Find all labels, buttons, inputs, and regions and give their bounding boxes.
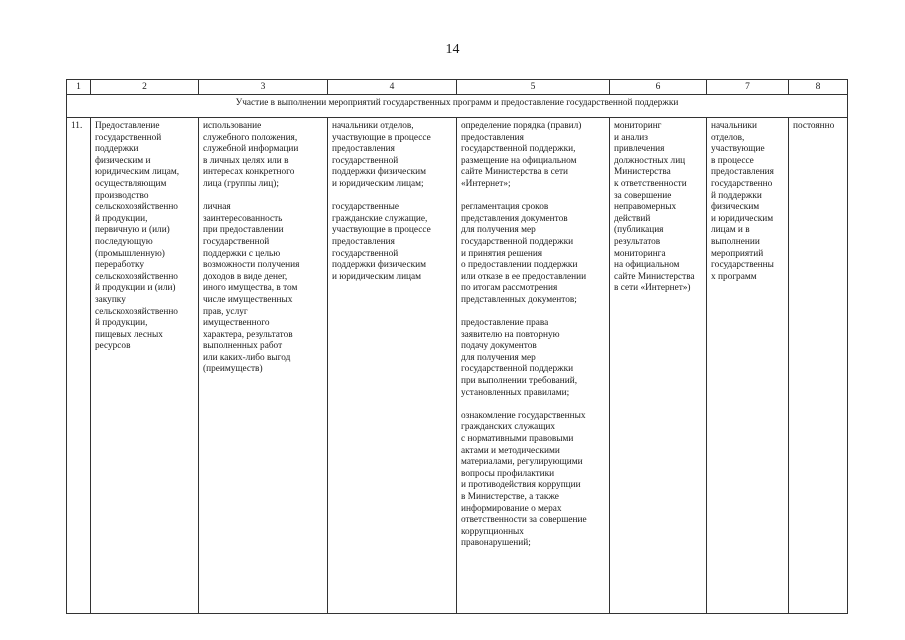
deadline-cell: постоянно <box>789 118 848 614</box>
positions-cell: начальники отделов, участвующие в процессе предоставления государственной поддержки физическим и юридическим лицам; государственные гражданские служащие, участвующие в процессе предоставления государственной поддержки физическим и юридическим лицам <box>328 118 457 614</box>
section-header-row <box>67 95 848 118</box>
section-title: Участие в выполнении мероприятий государственных программ и предоставление государственной поддержки <box>67 95 848 118</box>
column-number-7: 7 <box>707 80 789 95</box>
row-number: 11. <box>67 118 91 614</box>
table-row <box>67 118 848 614</box>
column-number-8: 8 <box>789 80 848 95</box>
column-number-6: 6 <box>610 80 707 95</box>
column-number-2: 2 <box>91 80 199 95</box>
risk-description-cell: использование служебного положения, служебной информации в личных целях или в интересах конкретного лица (группы лиц); личная заинтересованность при предоставлении государственной поддержки с целью возможности получения доходов в виде денег, иного имущества, в том числе имущественных прав, услуг имущественного характера, результатов выполненных работ или каких-либо выгод (преимуществ) <box>199 118 328 614</box>
column-number-3: 3 <box>199 80 328 95</box>
column-number-4: 4 <box>328 80 457 95</box>
page-number: 14 <box>445 42 460 57</box>
responsible-cell: начальники отделов, участвующие в процессе предоставления государственно й поддержки физическим и юридическим лицам и в выполнении мероприятий государственны х программ <box>707 118 789 614</box>
column-number-5: 5 <box>457 80 610 95</box>
measures-cell: определение порядка (правил) предоставления государственной поддержки, размещение на официальном сайте Министерства в сети «Интернет»; регламентация сроков представления документов для получения мер государственной поддержки и принятия решения о предоставлении поддержки или отказе в ее предоставлении по итогам рассмотрения представленных документов; предоставление права заявителю на повторную подачу документов для получения мер государственной поддержки при выполнении требований, установленных правилами; ознакомление государственных гражданских служащих с нормативными правовыми актами и методическими материалами, регулирующими вопросы профилактики и противодействия коррупции в Министерстве, а также информирование о мерах ответственности за совершение коррупционных правонарушений; <box>457 118 610 614</box>
monitoring-cell: мониторинг и анализ привлечения должностных лиц Министерства к ответственности за совершение неправомерных действий (публикация результатов мониторинга на официальном сайте Министерства в сети «Интернет») <box>610 118 707 614</box>
column-number-1: 1 <box>67 80 91 95</box>
corruption-risk-table <box>66 79 848 614</box>
column-number-row <box>67 80 848 95</box>
function-cell: Предоставление государственной поддержки физическим и юридическим лицам, осуществляющим производство сельскохозяйственно й продукции, первичную и (или) последующую (промышленную) переработку сельскохозяйственно й продукции и (или) закупку сельскохозяйственно й продукции, пищевых лесных ресурсов <box>91 118 199 614</box>
